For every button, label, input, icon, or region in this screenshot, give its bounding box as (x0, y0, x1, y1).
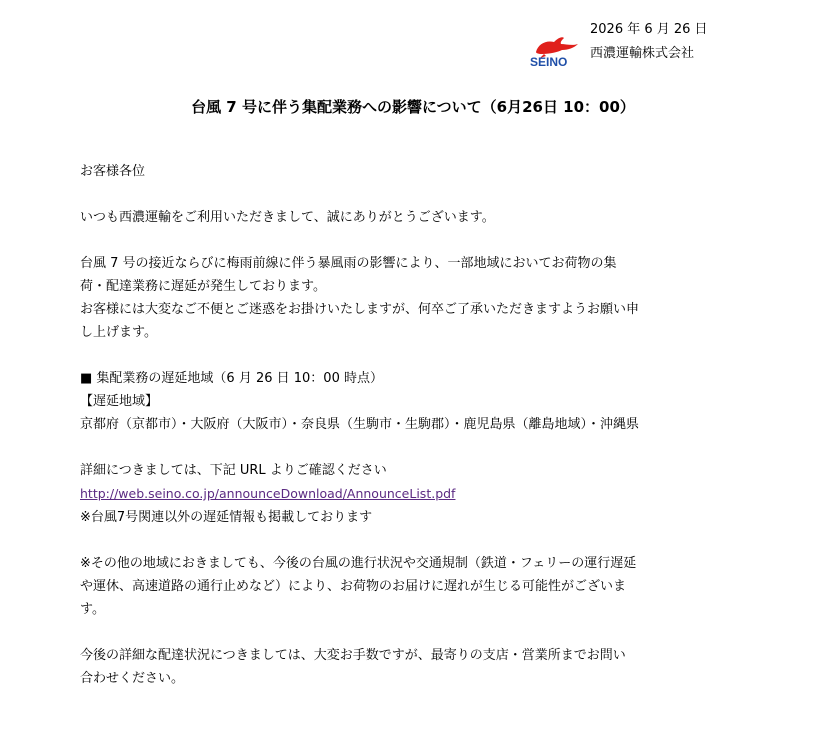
other-note-line: ※その他の地域におきましても、今後の台風の進行状況や交通規制（鉄道・フェリーの運行遅延 (80, 556, 637, 571)
other-note-line: や運休、高速道路の通行止めなど）により、お荷物のお届けに遅れが生じる可能性がございま (80, 579, 627, 594)
company-name: 西濃運輸株式会社 (590, 46, 695, 61)
page-title: 台風 7 号に伴う集配業務への影響について（6月26日 10：00） (191, 98, 635, 116)
logo-text: SEINO (530, 55, 568, 68)
notice-body (80, 160, 770, 690)
delay-label: 【遅延地域】 (80, 394, 159, 409)
announce-list-link[interactable]: http://web.seino.co.jp/announceDownload/AnnounceList.pdf (80, 486, 456, 501)
other-note-line: す。 (80, 602, 105, 617)
closing-line: 今後の詳細な配達状況につきましては、大変お手数ですが、最寄りの支店・営業所までお問い (80, 648, 626, 663)
notice-line: し上げます。 (80, 325, 157, 340)
letterhead (528, 18, 818, 68)
notice-line: 台風 7 号の接近ならびに梅雨前線に伴う暴風雨の影響により、一部地域においてお荷物の集 (80, 256, 617, 271)
issue-date: 2026 年 6 月 26 日 (590, 22, 708, 37)
greeting: いつも西濃運輸をご利用いただきまして、誠にありがとうございます。 (80, 210, 495, 225)
details-note: ※台風7号関連以外の遅延情報も掲載しております (80, 510, 373, 525)
delay-heading: ■ 集配業務の遅延地域（6 月 26 日 10：00 時点） (80, 371, 383, 386)
notice-line: 荷・配達業務に遅延が発生しております。 (80, 279, 326, 294)
seino-logo (528, 34, 586, 68)
delay-areas: 京都府（京都市）・大阪府（大阪市）・奈良県（生駒市・生駒郡）・鹿児島県（離島地域）・沖縄県 (80, 417, 640, 432)
details-intro: 詳細につきましては、下記 URL よりご確認ください (80, 463, 387, 478)
kangaroo-logo-icon (528, 34, 586, 68)
notice-line: お客様には大変なご不便とご迷惑をお掛けいたしますが、何卒ご了承いただきますようお願い申 (80, 302, 640, 317)
salutation: お客様各位 (80, 164, 146, 179)
closing-line: 合わせください。 (80, 671, 185, 686)
